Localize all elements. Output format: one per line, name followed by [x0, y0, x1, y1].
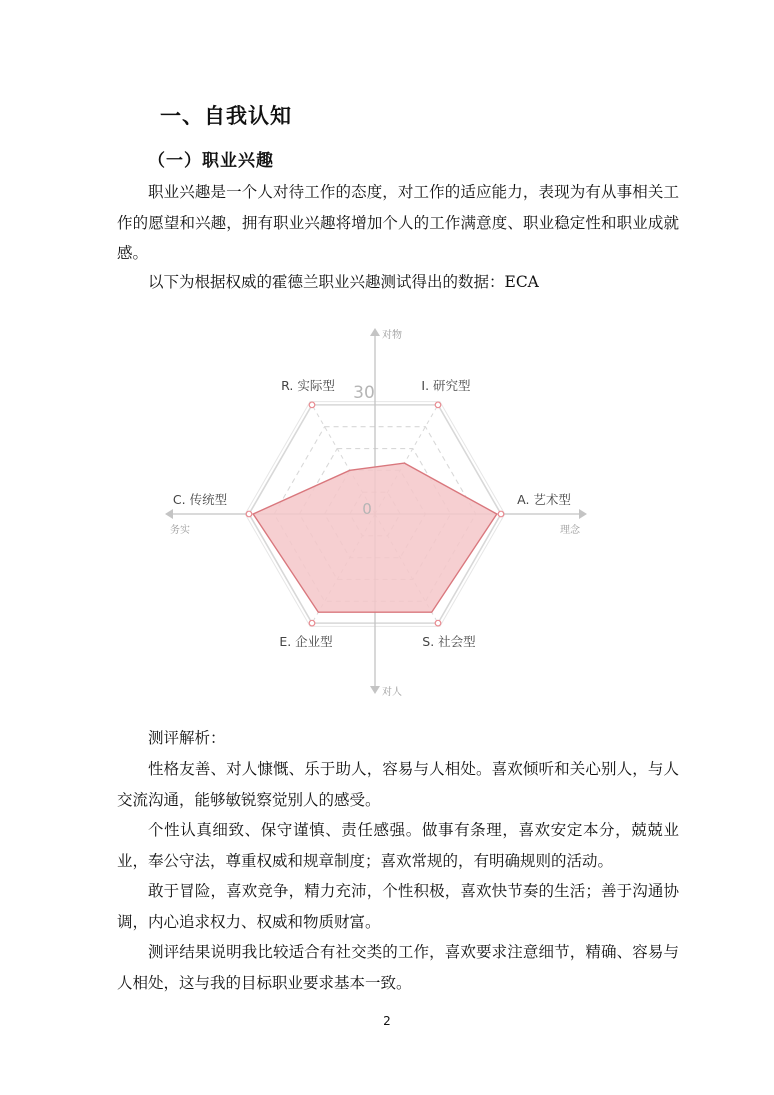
vertex-marker [309, 402, 315, 408]
section-title: 一、自我认知 [160, 104, 292, 128]
vertex-marker [309, 620, 315, 626]
page-number: 2 [383, 1014, 391, 1028]
vertex-marker [498, 511, 504, 517]
category-label-s: S. 社会型 [422, 634, 476, 649]
category-label-a: A. 艺术型 [517, 492, 571, 507]
intro-paragraph: 职业兴趣是一个人对待工作的态度，对工作的适应能力，表现为有从事相关工作的愿望和兴趣，拥有职业兴趣将增加个人的工作满意度、职业稳定性和职业成就感。 [117, 183, 679, 262]
category-label-r: R. 实际型 [281, 378, 335, 393]
analysis-paragraph-2: 个性认真细致、保守谨慎、责任感强。做事有条理，喜欢安定本分，兢兢业业，奉公守法，尊重权威和规章制度；喜欢常规的，有明确规则的活动。 [117, 821, 679, 870]
arrow-right-icon [579, 509, 587, 519]
arrow-up-icon [370, 328, 380, 336]
analysis-paragraph-4: 测评结果说明我比较适合有社交类的工作，喜欢要求注意细节，精确、容易与人相处，这与我的目标职业要求基本一致。 [117, 943, 679, 992]
axis-label-top: 对物 [382, 330, 402, 341]
data-source-line: 以下为根据权威的霍德兰职业兴趣测试得出的数据：ECA [148, 273, 539, 291]
vertex-marker [246, 511, 252, 517]
axis-label-left: 务实 [170, 525, 190, 536]
analysis-paragraph-1: 性格友善、对人慷慨、乐于助人，容易与人相处。喜欢倾听和关心别人，与人交流沟通，能够敏锐察觉别人的感受。 [117, 760, 679, 809]
axis-label-bottom: 对人 [382, 687, 402, 698]
tick-label-max: 30 [353, 383, 375, 403]
category-label-e: E. 企业型 [279, 634, 333, 649]
vertex-marker [435, 620, 441, 626]
tick-label-min: 0 [362, 500, 372, 518]
analysis-paragraph-3: 敢于冒险，喜欢竞争，精力充沛，个性积极，喜欢快节奏的生活；善于沟通协调，内心追求权力、权威和物质财富。 [117, 882, 679, 931]
vertex-marker [435, 402, 441, 408]
category-label-c: C. 传统型 [172, 492, 228, 507]
arrow-left-icon [165, 509, 173, 519]
subsection-title: （一）职业兴趣 [148, 151, 274, 171]
analysis-heading: 测评解析： [148, 729, 226, 747]
category-label-i: I. 研究型 [421, 378, 471, 393]
arrow-down-icon [370, 686, 380, 694]
radar-series-area [253, 463, 497, 612]
axis-label-right: 理念 [560, 525, 580, 536]
holland-radar-chart [150, 318, 620, 708]
